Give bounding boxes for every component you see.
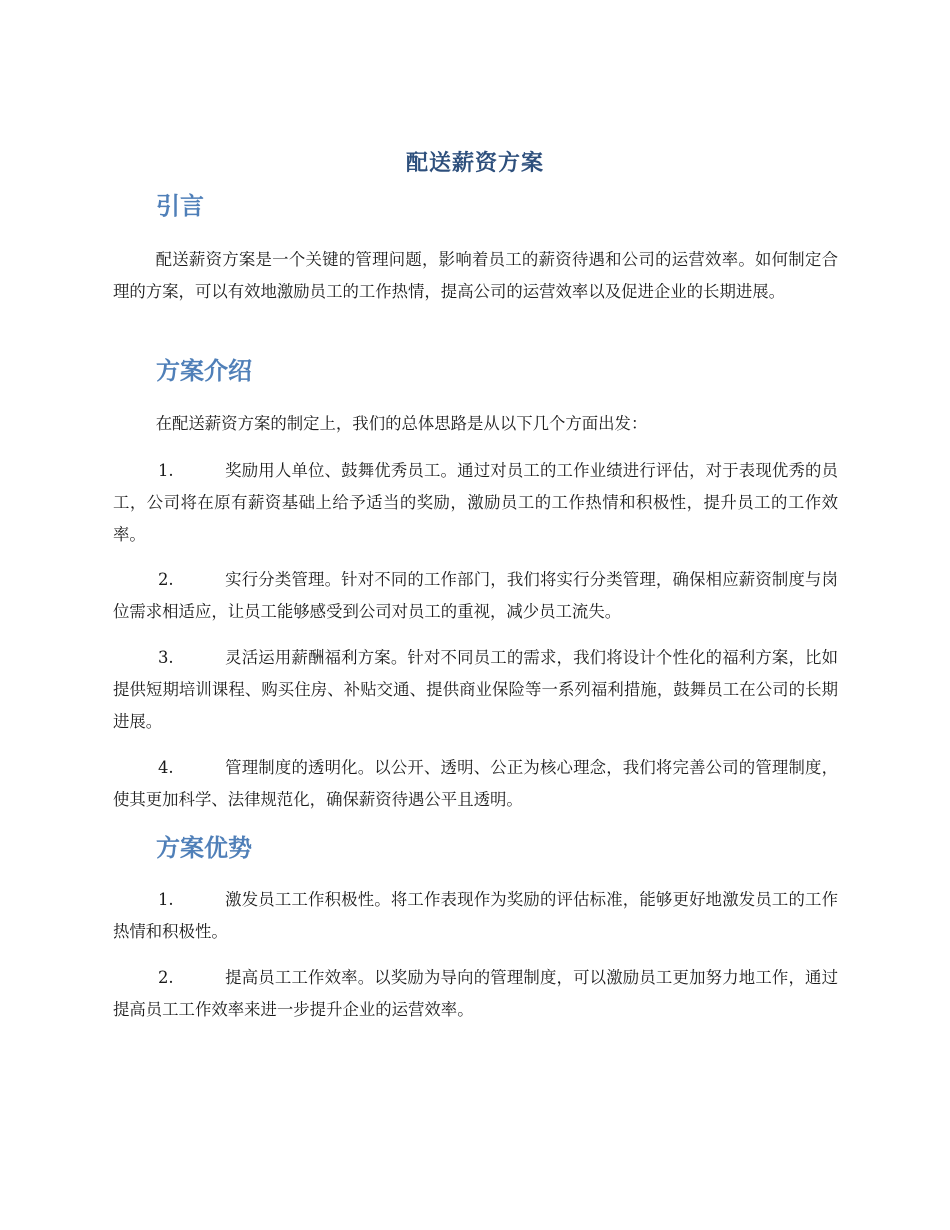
list-item-text: 提高员工工作效率。以奖励为导向的管理制度，可以激励员工更加努力地工作，通过提高员工工作效率来进一步提升企业的运营效率。 (113, 968, 838, 1019)
list-item-text: 灵活运用薪酬福利方案。针对不同员工的需求，我们将设计个性化的福利方案，比如提供短期培训课程、购买住房、补贴交通、提供商业保险等一系列福利措施，鼓舞员工在公司的长期进展。 (113, 648, 838, 731)
list-item-text: 管理制度的透明化。以公开、透明、公正为核心理念，我们将完善公司的管理制度，使其更加科学、法律规范化，确保薪资待遇公平且透明。 (113, 758, 838, 809)
list-item-number: 2. (158, 968, 174, 987)
list-item-number: 4. (158, 758, 174, 777)
list-item (113, 752, 838, 816)
intro-paragraph: 配送薪资方案是一个关键的管理问题，影响着员工的薪资待遇和公司的运营效率。如何制定合理的方案，可以有效地激励员工的工作热情，提高公司的运营效率以及促进企业的长期进展。 (113, 250, 838, 301)
list-item-number: 1. (158, 890, 174, 909)
list-item (113, 642, 838, 738)
list-item-number: 3. (158, 648, 174, 667)
list-item-number: 1. (158, 461, 174, 480)
section-heading-intro: 引言 (156, 192, 204, 220)
list-item (113, 962, 838, 1026)
section-heading-advantages: 方案优势 (156, 834, 252, 862)
list-item-text: 奖励用人单位、鼓舞优秀员工。通过对员工的工作业绩进行评估，对于表现优秀的员工，公司将在原有薪资基础上给予适当的奖励，激励员工的工作热情和积极性，提升员工的工作效率。 (113, 461, 838, 544)
list-item-text: 激发员工工作积极性。将工作表现作为奖励的评估标准，能够更好地激发员工的工作热情和积极性。 (113, 890, 838, 941)
list-item (113, 455, 838, 551)
list-item-text: 实行分类管理。针对不同的工作部门，我们将实行分类管理，确保相应薪资制度与岗位需求相适应，让员工能够感受到公司对员工的重视，减少员工流失。 (113, 570, 838, 621)
section-heading-plan-intro: 方案介绍 (156, 357, 252, 385)
plan-intro-paragraph: 在配送薪资方案的制定上，我们的总体思路是从以下几个方面出发： (155, 414, 648, 433)
list-item (113, 564, 838, 628)
list-item-number: 2. (158, 570, 174, 589)
list-item (113, 884, 838, 948)
document-title: 配送薪资方案 (405, 151, 544, 176)
